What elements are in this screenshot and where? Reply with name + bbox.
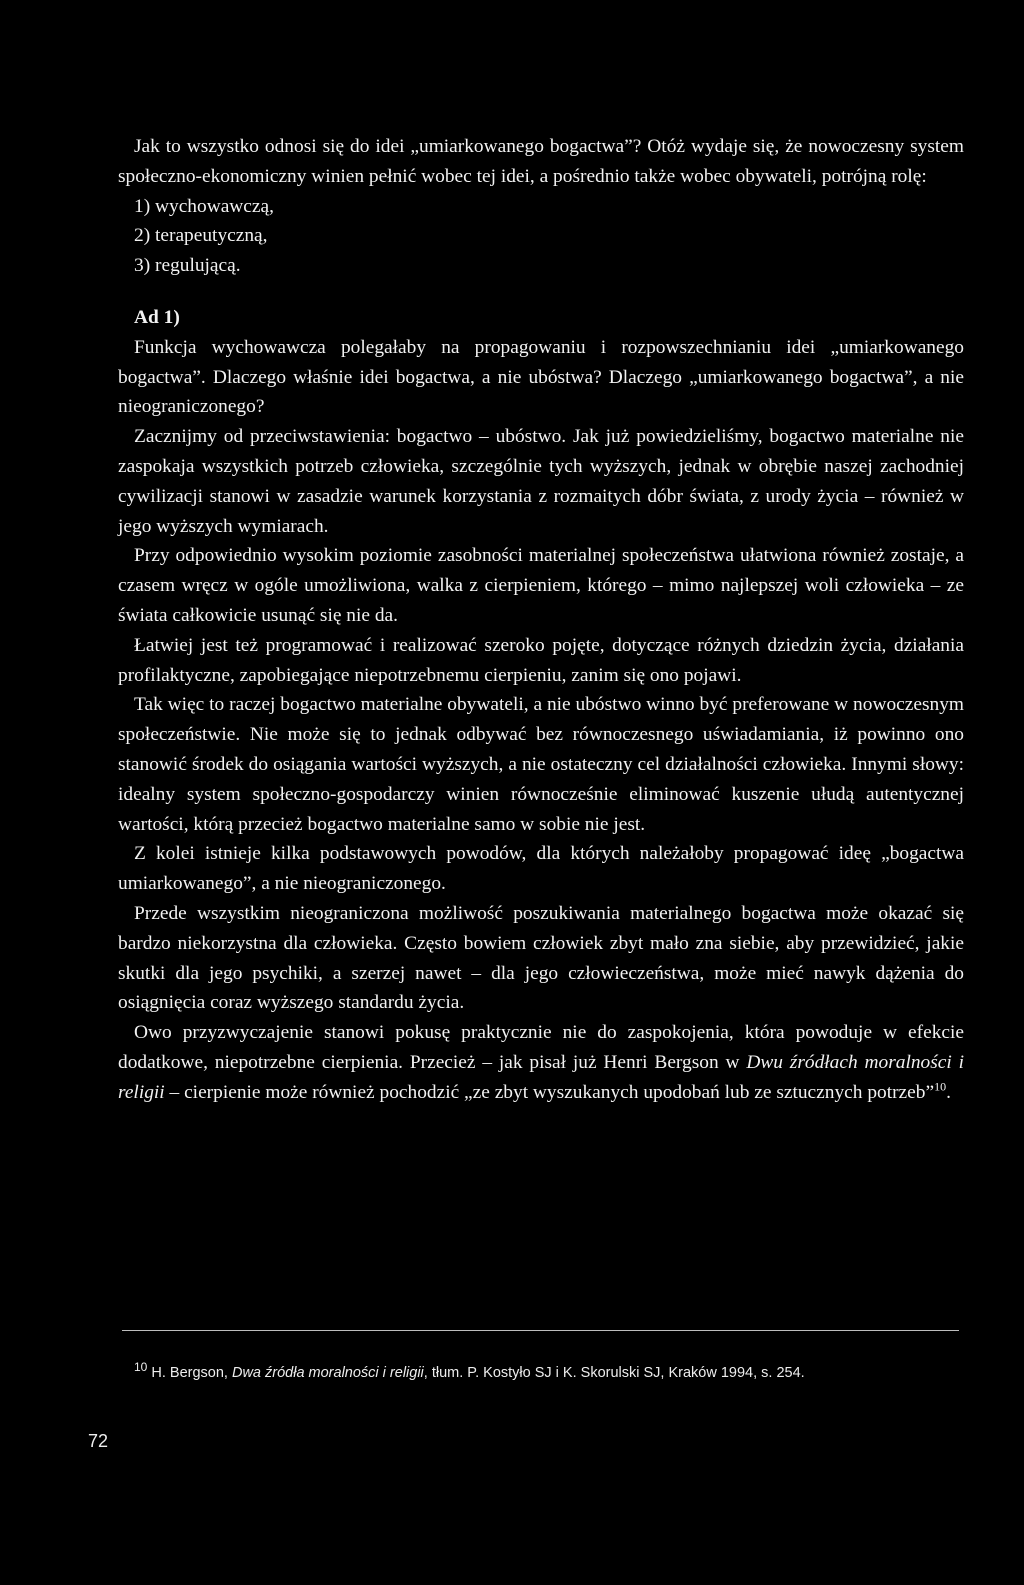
- intro-paragraph: Jak to wszystko odnosi się do idei „umiarkowanego bogactwa”? Otóż wydaje się, że nowoczesny system społeczno-ekonomiczny winien pełnić wobec tej idei, a pośrednio także wobec obywateli, potrójną rolę:: [118, 136, 964, 187]
- paragraph-end: .: [946, 1081, 951, 1103]
- footnote-reference: 10: [934, 1079, 947, 1094]
- paragraph: Zacznijmy od przeciwstawienia: bogactwo – ubóstwo. Jak już powiedzieliśmy, bogactwo materialne nie zaspokaja wszystkich potrzeb człowieka, szczególnie tych wyższych, jednak w obrębie naszej zachodniej cywilizacji stanowi w zasadzie warunek korzystania z rozmaitych dóbr świata, z urody życia – również w jego wyższych wymiarach.: [118, 426, 964, 537]
- footnote-divider: [122, 1330, 384, 1331]
- page-number: 72: [88, 1431, 109, 1451]
- book-title: Dwu źródłach moralności i religii: [118, 1051, 964, 1103]
- paragraph: Z kolei istnieje kilka podstawowych powodów, dla których należałoby propagować ideę „bogactwa umiarkowanego”, a nie nieograniczonego.: [118, 843, 964, 895]
- paragraph: Funkcja wychowawcza polegałaby na propagowaniu i rozpowszechnianiu idei „umiarkowanego bogactwa”. Dlaczego właśnie idei bogactwa, a nie ubóstwa? Dlaczego „umiarkowanego bogactwa”, a nie nieograniczonego?: [118, 336, 964, 418]
- page-body: [118, 132, 964, 1108]
- paragraph: Przy odpowiednio wysokim poziomie zasobności materialnej społeczeństwa ułatwiona również zostaje, a czasem wręcz w ogóle umożliwiona, walka z cierpieniem, którego – mimo najlepszej woli człowieka – ze świata całkowicie usunąć się nie da.: [118, 545, 964, 626]
- paragraph-text: Owo przyzwyczajenie stanowi pokusę praktycznie nie do zaspokojenia, która powoduje w efekcie dodatkowe, niepotrzebne cierpienia. Przecież – jak pisał już Henri Bergson w: [118, 1022, 964, 1073]
- section-heading: Ad 1): [134, 306, 180, 328]
- footnote-author: H. Bergson,: [147, 1365, 232, 1381]
- list-item: 2) terapeutyczną,: [134, 225, 268, 247]
- footnote: [134, 1360, 964, 1383]
- footnote-title: Dwa źródła moralności i religii: [231, 1365, 424, 1381]
- paragraph-text: – cierpienie może również pochodzić „ze zbyt wyszukanych upodobań lub ze sztucznych potrzeb”: [164, 1081, 935, 1103]
- paragraph: Tak więc to raczej bogactwo materialne obywateli, a nie ubóstwo winno być preferowane w nowoczesnym społeczeństwie. Nie może się to jednak odbywać bez równoczesnego uświadamiania, iż powinno ono stanowić środek do osiągania wartości wyższych, a nie ostateczny cel działalności człowieka. Innymi słowy: idealny system społeczno-gospodarczy winien równocześnie eliminować kuszenie ułudą autentycznej wartości, którą przecież bogactwo materialne samo w sobie nie jest.: [118, 694, 964, 835]
- footnote-divider-extension: [384, 1330, 959, 1331]
- paragraph-with-citation: [118, 1018, 964, 1107]
- paragraph: Łatwiej jest też programować i realizować szeroko pojęte, dotyczące różnych dziedzin życia, działania profilaktyczne, zapobiegające niepotrzebnemu cierpieniu, zanim się ono pojawi.: [118, 634, 964, 686]
- list-item: 1) wychowawczą,: [134, 195, 274, 217]
- paragraph: Przede wszystkim nieograniczona możliwość poszukiwania materialnego bogactwa może okazać się bardzo niekorzystna dla człowieka. Często bowiem człowiek zbyt mało zna siebie, aby przewidzieć, jakie skutki dla jego psychiki, a szerzej nawet – dla jego człowieczeństwa, może mieć nawyk dążenia do osiągnięcia coraz wyższego standardu życia.: [118, 902, 964, 1014]
- footnote-details: , tłum. P. Kostyło SJ i K. Skorulski SJ, Kraków 1994, s. 254.: [423, 1365, 805, 1381]
- footnote-mark: 10: [134, 1360, 148, 1375]
- list-item: 3) regulującą.: [134, 255, 241, 277]
- roles-list: [118, 192, 964, 281]
